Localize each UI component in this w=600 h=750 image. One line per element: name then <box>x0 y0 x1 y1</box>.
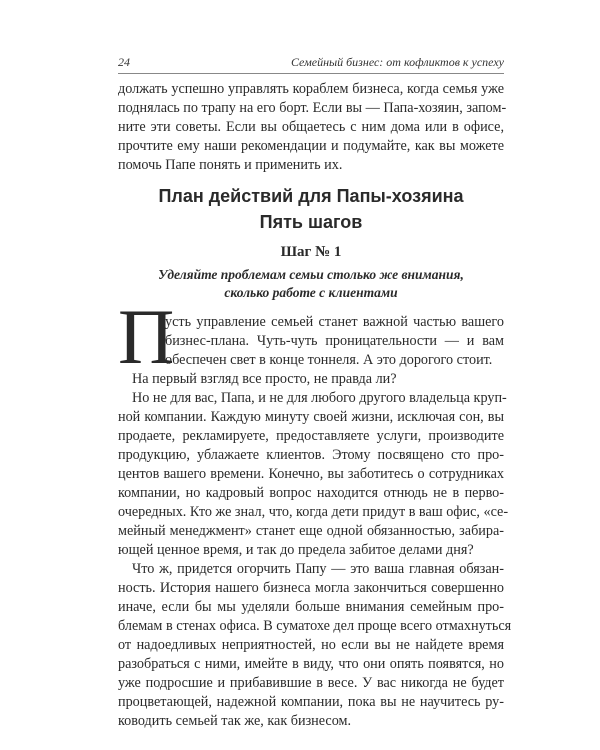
text-line: разобраться с ними, имейте в виду, что они опять появятся, но <box>118 656 504 672</box>
running-header <box>118 55 504 71</box>
step-label: Шаг № 1 <box>280 244 342 260</box>
body-text <box>118 370 512 731</box>
text-line: уже подросшие и прибавившие в весе. У вас никогда не будет <box>118 675 504 691</box>
drop-cap: П <box>118 293 175 380</box>
text-line: очередных. Кто же знал, что, когда дети придут в ваш офис, «се- <box>118 504 509 520</box>
text-line: компании, но кадровый вопрос находится отнюдь не в перво- <box>118 485 504 501</box>
text-line: иначе, если бы мы уделяли больше внимания семейным про- <box>118 599 504 615</box>
intro-paragraph <box>118 80 507 175</box>
page-number: 24 <box>118 55 130 69</box>
section-title: План действий для Папы-хозяина <box>158 186 464 206</box>
text-line: продукцию, ублажаете клиентов. Этому посвящено сто про- <box>118 447 504 463</box>
text-line: бизнес-плана. Чуть-чуть проницательности — и вам <box>165 333 504 349</box>
text-line: усть управление семьей станет важной частью вашего <box>165 314 504 330</box>
text-line: от надоедливых неприятностей, но если вы не найдете время <box>118 637 504 653</box>
text-line: ющей ценное время, и так до предела забитое делами дня? <box>118 542 474 558</box>
text-line: помочь Папе понять и применить их. <box>118 157 343 173</box>
text-line: продаете, рекламируете, предоставляете услуги, производите <box>118 428 504 444</box>
text-line: блемам в стенах офиса. В суматохе дел проще всего отмахнуться <box>118 618 512 634</box>
running-title: Семейный бизнес: от кофликтов к успеху <box>290 55 504 69</box>
step-subtitle-line2: сколько работе с клиентами <box>224 285 398 300</box>
text-line: Но не для вас, Папа, и не для любого другого владельца круп- <box>132 390 507 406</box>
text-line: ководить семьей так же, как бизнесом. <box>118 713 352 729</box>
text-line: процветающей, надежной компании, пока вы не научитесь ру- <box>118 694 504 710</box>
text-line: На первый взгляд все просто, не правда ли? <box>132 371 397 387</box>
text-line: ните эти советы. Если вы общаетесь с ним дома или в офисе, <box>118 119 504 135</box>
text-line: обеспечен свет в конце тоннеля. А это дорогого стоит. <box>165 352 493 368</box>
text-line: мейный менеджмент» станет еще одной обязанностью, забира- <box>118 523 504 539</box>
step-subtitle-line1: Уделяйте проблемам семьи столько же внимания, <box>158 267 464 282</box>
text-line: прочтите ему наши рекомендации и подумайте, как вы можете <box>118 138 504 154</box>
section-subtitle: Пять шагов <box>259 212 363 232</box>
text-line: Что ж, придется огорчить Папу — это ваша главная обязан- <box>132 561 504 577</box>
text-line: ность. История нашего бизнеса могла закончиться совершенно <box>118 580 504 596</box>
header-rule <box>118 73 504 74</box>
text-line: ной компании. Каждую минуту своей жизни, исключая сон, вы <box>118 409 504 425</box>
text-line: поднялась по трапу на его борт. Если вы — Папа-хозяин, запом- <box>118 100 507 116</box>
text-line: центов вашего времени. Конечно, вы заботитесь о сотрудниках <box>118 466 504 482</box>
dropcap-paragraph <box>165 313 504 370</box>
text-line: должать успешно управлять кораблем бизнеса, когда семья уже <box>118 81 504 97</box>
